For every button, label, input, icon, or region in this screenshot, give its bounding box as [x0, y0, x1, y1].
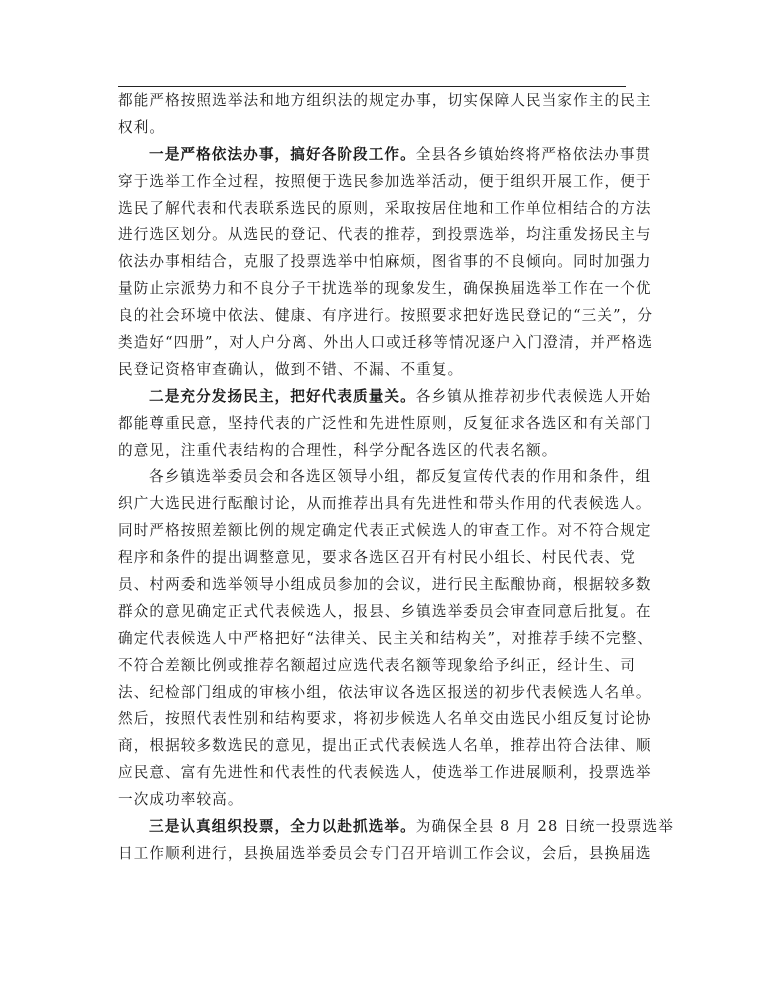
- line-text: 民登记资格审查确认，做到不错、不漏、不重复。: [118, 360, 464, 378]
- line-text: 法、纪检部门组成的审核小组，依法审议各选区报送的初步代表候选人名单。: [118, 683, 652, 701]
- line-text: 依法办事相结合，克服了投票选举中怕麻烦，图省事的不良倾向。同时加强力: [118, 253, 652, 271]
- line-text: 同时严格按照差额比例的规定确定代表正式候选人的审查工作。对不符合规定: [118, 522, 652, 540]
- text-line: [118, 196, 652, 223]
- lead-heading: 三是认真组织投票，全力以赴抓选举。: [149, 818, 416, 836]
- text-line: [118, 653, 636, 680]
- text-line: [118, 599, 652, 626]
- line-text: 不符合差额比例或推荐名额超过应选代表名额等现象给予纠正，经计生、司: [118, 656, 636, 674]
- line-text: 权利。: [118, 118, 166, 136]
- header-rule: [118, 86, 626, 87]
- line-text: 织广大选民进行酝酿讨论，从而推荐出具有先进性和带头作用的代表候选人。: [118, 495, 652, 513]
- text-line: [118, 491, 652, 518]
- line-text: 良的社会环境中依法、健康、有序进行。按照要求把好选民登记的“三关”，分: [118, 307, 654, 325]
- line-text: 都能尊重民意，坚持代表的广泛性和先进性原则，反复征求各选区和有关部门: [118, 414, 652, 432]
- line-text: 应民意、富有先进性和代表性的代表候选人，使选举工作进展顺利，投票选举: [118, 764, 652, 782]
- text-line: [118, 680, 652, 707]
- line-text: 然后，按照代表性别和结构要求，将初步候选人名单交由选民小组反复讨论协: [118, 710, 652, 728]
- line-text: 程序和条件的提出调整意见，要求各选区召开有村民小组长、村民代表、党: [118, 549, 636, 567]
- line-text: 进行选区划分。从选民的登记、代表的推荐，到投票选举，均注重发扬民主与: [118, 226, 652, 244]
- line-text: 全县各乡镇始终将严格依法办事贯: [415, 145, 652, 163]
- paragraph-lead-line: [118, 142, 652, 169]
- text-line: [118, 518, 652, 545]
- text-line: [118, 760, 652, 787]
- line-text: 各乡镇从推荐初步代表候选人开始: [415, 387, 652, 405]
- text-line: [118, 169, 652, 196]
- text-line: [118, 787, 626, 814]
- text-line: [118, 411, 652, 438]
- lead-heading: 一是严格依法办事，搞好各阶段工作。: [149, 145, 416, 163]
- text-line: [118, 276, 652, 303]
- text-line: [118, 330, 654, 357]
- text-line: [118, 626, 654, 653]
- line-text: 选民了解代表和代表联系选民的原则，采取按居住地和工作单位相结合的方法: [118, 199, 652, 217]
- text-line: [118, 706, 652, 733]
- lead-heading: 二是充分发扬民主，把好代表质量关。: [149, 387, 416, 405]
- text-line: [118, 438, 626, 465]
- line-text: 量防止宗派势力和不良分子干扰选举的现象发生，确保换届选举工作在一个优: [118, 280, 652, 298]
- line-text: 为确保全县 8 月 28 日统一投票选举: [415, 818, 674, 836]
- text-line: [118, 841, 652, 868]
- text-line: [118, 464, 652, 491]
- text-line: [118, 545, 636, 572]
- line-text: 员、村两委和选举领导小组成员参加的会议，进行民主酝酿协商，根据较多数: [118, 576, 652, 594]
- line-text: 日工作顺利进行，县换届选举委员会专门召开培训工作会议，会后，县换届选: [118, 844, 652, 862]
- paragraph-lead-line: [118, 384, 652, 411]
- line-text: 都能严格按照选举法和地方组织法的规定办事，切实保障人民当家作主的民主: [118, 92, 652, 109]
- text-line: [118, 357, 626, 384]
- text-line: [118, 249, 652, 276]
- paragraph-lead-line: [118, 814, 674, 841]
- line-text: 的意见，注重代表结构的合理性，科学分配各选区的代表名额。: [118, 441, 558, 459]
- text-line: [118, 88, 652, 115]
- text-line: [118, 733, 652, 760]
- line-text: 群众的意见确定正式代表候选人，报县、乡镇选举委员会审查同意后批复。在: [118, 602, 652, 620]
- line-text: 各乡镇选举委员会和各选区领导小组，都反复宣传代表的作用和条件，组: [149, 468, 652, 486]
- line-text: 穿于选举工作全过程，按照便于选民参加选举活动，便于组织开展工作，便于: [118, 172, 652, 190]
- text-line: [118, 222, 652, 249]
- text-line: [118, 115, 626, 142]
- line-text: 一次成功率较高。: [118, 791, 244, 809]
- document-body: [118, 88, 674, 868]
- line-text: 确定代表候选人中严格把好“法律关、民主关和结构关”，对推荐手续不完整、: [118, 629, 654, 647]
- line-text: 类造好“四册”，对人户分离、外出人口或迁移等情况逐户入门澄清，并严格选: [118, 334, 654, 352]
- line-text: 商，根据较多数选民的意见，提出正式代表候选人名单，推荐出符合法律、顺: [118, 737, 652, 755]
- text-line: [118, 303, 654, 330]
- text-line: [118, 572, 652, 599]
